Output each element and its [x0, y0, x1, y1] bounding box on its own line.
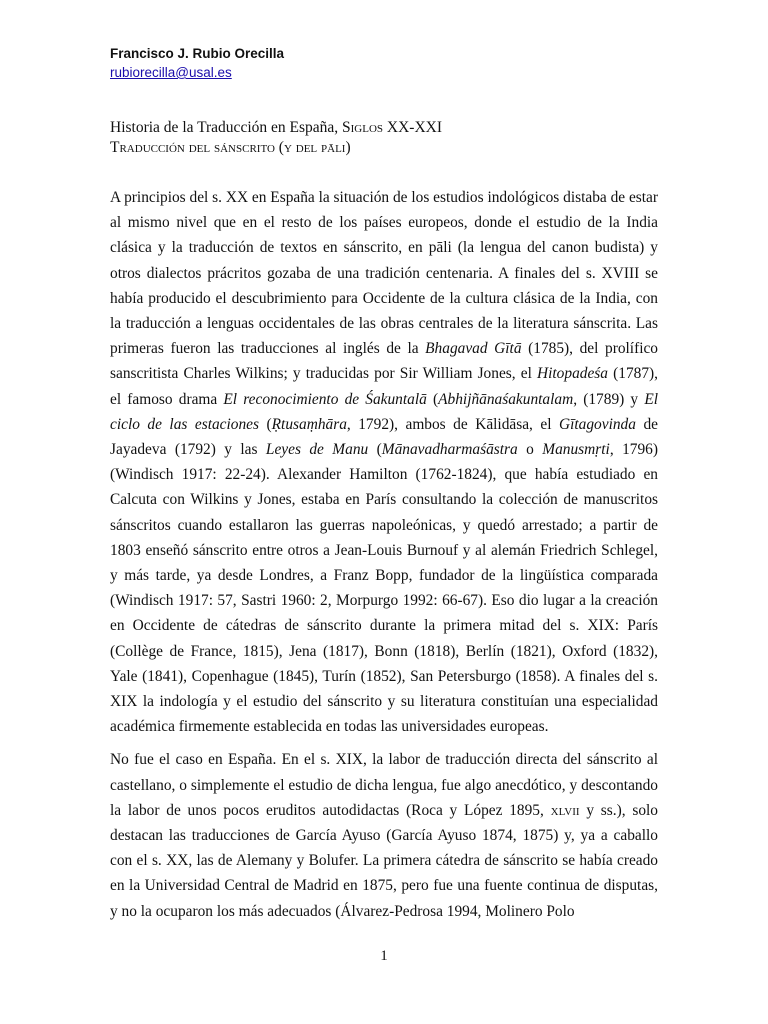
italic-term: Ṛtusaṃhāra [271, 415, 347, 433]
italic-term: Mānavadharmaśāstra [381, 441, 518, 459]
italic-term: El ciclo de las estaciones [110, 390, 658, 433]
text-run: ( [368, 441, 382, 459]
italic-term: Abhijñānaśakuntalam [438, 390, 574, 408]
text-run: ( [259, 415, 272, 433]
body-text [110, 185, 658, 924]
title-main: Historia de la Traducción en España, [110, 119, 343, 136]
text-run: y ss.), solo destacan las traducciones de García Ayuso (García Ayuso 1874, 1875) y, ya a caballo con el s. XX, las de Alemany y Bolufer. La primera cátedra de sánscrito se había creado en la Universidad Central de Madrid en 1875, pero fue una fuente continua de disputas, y no la ocuparon los más adecuados (Álvarez-Pedrosa 1994, Molinero Polo [110, 801, 658, 920]
italic-term: Manusmṛti [542, 441, 610, 459]
text-run: ( [426, 390, 439, 408]
page-number: 1 [380, 948, 388, 964]
text-run: (1787), el famoso drama [110, 365, 659, 408]
text-run: de Jayadeva (1792) y las [110, 415, 658, 459]
text-run: A principios del s. XX en España la situación de los estudios indológicos distaba de estar al mismo nivel que en el resto de los países europeos, donde el estudio de la India clásica y la traducción de textos en sánscrito, en pāli (la lengua del canon budista) y otros dialectos prácritos gozaba de una tradición centenaria. A finales del s. XVIII se había producido el descubrimiento para Occidente de la cultura clásica de la India, con la traducción a lenguas occidentales de las obras centrales de la literatura sánscrita. Las primeras fueron las traducciones al inglés de la [110, 189, 658, 358]
author-name: Francisco J. Rubio Orecilla [110, 46, 285, 61]
text-run: , 1796) (Windisch 1917: 22-24). Alexander Hamilton (1762-1824), que había estudiado en Calcuta con Wilkins y Jones, estaba en París consultando la colección de manuscritos sánscritos cuando estallaron las guerras napoleónicas, y quedó arrestado; a partir de 1803 enseñó sánscrito entre otros a Jean-Louis Burnouf y al alemán Friedrich Schlegel, y más tarde, ya desde Londres, a Franz Bopp, fundador de la lingüística comparada (Windisch 1917: 57, Sastri 1960: 2, Morpurgo 1992: 66-67). Eso dio lugar a la creación en Occidente de cátedras de sánscrito durante la primera mitad del s. XIX: París (Collège de France, 1815), Jena (1817), Bonn (1818), Berlín (1821), Oxford (1832), Yale (1841), Copenhague (1845), Turín (1852), San Petersburgo (1858). A finales del s. XIX la indología y el estudio del sánscrito y su literatura constituían una especialidad académica firmemente establecida en todas las universidades europeas. [110, 441, 658, 736]
author-email-link[interactable]: rubiorecilla@usal.es [110, 65, 232, 80]
paragraph [110, 747, 658, 923]
text-run: No fue el caso en España. En el s. XIX, la labor de traducción directa del sánscrito al castellano, o simplemente el estudio de dicha lengua, fue algo anecdótico, y descontando la labor de unos pocos eruditos autodidactas (Roca y López 1895, [110, 751, 658, 819]
italic-term: Leyes de Manu [265, 441, 369, 459]
italic-term: Hitopadeśa [537, 365, 608, 383]
small-caps-text: xlvii [550, 801, 580, 819]
italic-term: El reconocimiento de Śakuntalā [223, 390, 427, 408]
document-subtitle: Traducción del sánscrito (y del pāli) [110, 139, 351, 156]
italic-term: Gītagovinda [559, 415, 636, 433]
text-run: o [517, 441, 543, 459]
text-run: (1785), del prolífico sanscritista Charles Wilkins; y traducidas por Sir William Jones, el [110, 340, 658, 383]
paragraph [110, 185, 658, 739]
italic-term: Bhagavad Gītā [425, 340, 522, 358]
title-centuries: Siglos XX-XXI [342, 119, 442, 136]
text-run: , (1789) y [573, 390, 645, 408]
text-run: , 1792), ambos de Kālidāsa, el [346, 415, 559, 433]
document-title [110, 118, 442, 138]
